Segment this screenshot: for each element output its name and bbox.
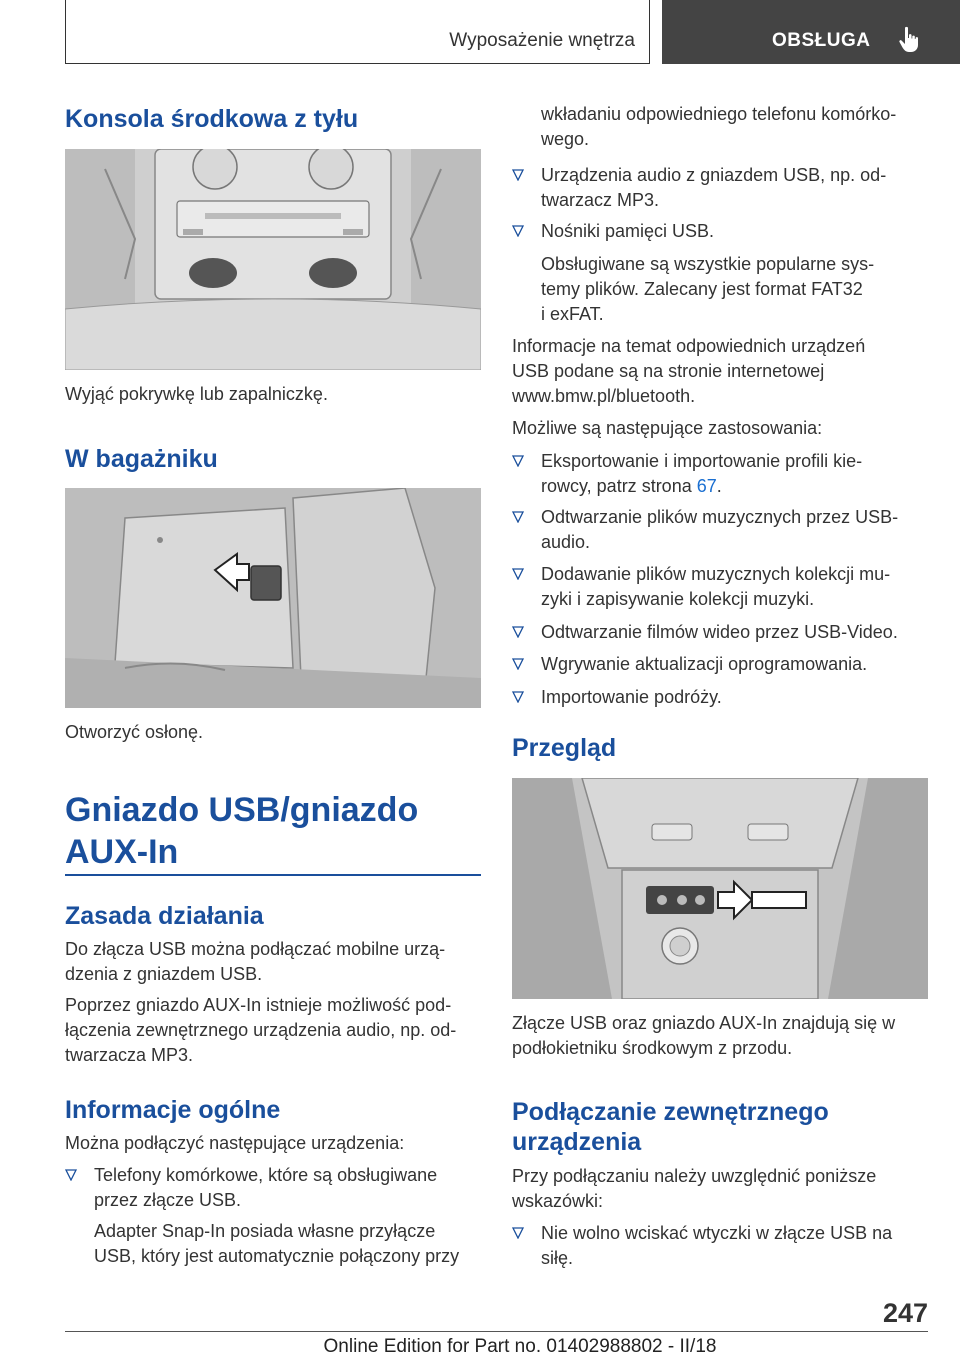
triangle-bullet-icon [512,225,524,237]
heading-rule [65,874,481,876]
triangle-bullet-icon [512,658,524,670]
phones-line2: przez złącze USB. [94,1190,242,1210]
export-line1: Eksportowanie i importowanie profili kie‐ [541,451,863,471]
storage-desc2: temy plików. Zalecany jest format FAT32 [541,279,863,299]
play-line1: Odtwarzanie plików muzycznych przez USB- [541,507,899,527]
triangle-bullet-icon [512,691,524,703]
cont-line1: wkładaniu odpowiedniego telefonu komórko‐ [541,104,897,124]
list-item [512,685,722,710]
triangle-bullet-icon [512,568,524,580]
triangle-bullet-icon [512,169,524,181]
update-line: Wgrywanie aktualizacji oprogramowania. [541,654,868,674]
heading-connect-line1: Podłączanie zewnętrznego [512,1098,829,1126]
list-item [512,620,898,645]
video-line: Odtwarzanie filmów wideo przez USB-Video. [541,622,898,642]
footer-rule [65,1331,928,1332]
list-item [512,505,898,555]
list-item [65,1163,437,1213]
info-line2: USB podane są na stronie internetowej [512,361,825,381]
info-line3: www.bmw.pl/bluetooth. [512,386,696,406]
heading-overview: Przegląd [512,734,617,762]
snapin-line2: USB, który jest automatycznie połączony przy [94,1246,460,1266]
list-item [512,562,890,612]
storage-desc1: Obsługiwane są wszystkie popularne sys‐ [541,254,875,274]
force-line2: siłę. [541,1248,574,1268]
triangle-bullet-icon [65,1169,77,1181]
aux-line1: Poprzez gniazdo AUX-In istnieje możliwość pod‐ [65,995,452,1015]
list-item [512,449,862,499]
principle-line2: dzenia z gniazdem USB. [65,964,263,984]
triangle-bullet-icon [512,511,524,523]
uses-intro: Możliwe są następujące zastosowania: [512,418,823,438]
heading-trunk: W bagażniku [65,445,218,473]
audio-line1: Urządzenia audio z gniazdem USB, np. od‐ [541,165,887,185]
page-link[interactable]: 67 [696,476,717,496]
cont-line2: wego. [541,129,590,149]
storage-desc3: i exFAT. [541,304,604,324]
section-title: Wyposażenie wnętrza [449,30,635,51]
chapter-tab[interactable] [662,0,960,64]
rear-console-image [65,149,481,370]
export-line2-text: rowcy, patrz strona [541,476,692,496]
header-box [65,0,650,64]
import-line: Importowanie podróży. [541,687,722,707]
triangle-bullet-icon [512,626,524,638]
list-item [512,1221,892,1271]
list-item [512,219,714,244]
heading-connect-line2: urządzenia [512,1128,642,1156]
audio-line2: twarzacz MP3. [541,190,660,210]
snapin-line1: Adapter Snap-In posiada własne przyłącze [94,1221,436,1241]
heading-rear-console: Konsola środkowa z tyłu [65,105,359,133]
connect-line1: Przy podłączaniu należy uwzględnić poniższe [512,1166,877,1186]
hand-pointer-icon [898,26,922,54]
general-intro: Można podłączyć następujące urządzenia: [65,1133,405,1153]
export-line2-end: . [716,476,722,496]
aux-line2: łączenia zewnętrznego urządzenia audio, np. od‐ [65,1020,457,1040]
aux-line3: twarzacza MP3. [65,1045,194,1065]
overview-line2: podłokietniku środkowym z przodu. [512,1038,793,1058]
trunk-image [65,488,481,708]
storage-line: Nośniki pamięci USB. [541,221,715,241]
collect-line1: Dodawanie plików muzycznych kolekcji mu‐ [541,564,891,584]
collect-line2: zyki i zapisywanie kolekcji muzyki. [541,589,815,609]
page-number: 247 [882,1298,928,1328]
force-line1: Nie wolno wciskać wtyczki w złącze USB na [541,1223,893,1243]
export-line2 [541,474,862,499]
heading-principle: Zasada działania [65,902,264,930]
heading-usb-line2: AUX-In [65,833,179,871]
list-item [512,652,867,677]
trunk-instruction: Otworzyć osłonę. [65,722,204,742]
console-instruction: Wyjąć pokrywkę lub zapalniczkę. [65,384,328,404]
overview-image [512,778,928,999]
connect-line2: wskazówki: [512,1191,604,1211]
list-item [512,163,886,213]
triangle-bullet-icon [512,455,524,467]
footer-edition: Online Edition for Part no. 01402988802 - II/18 [323,1336,717,1357]
phones-line1: Telefony komórkowe, które są obsługiwane [94,1165,438,1185]
principle-line1: Do złącza USB można podłączać mobilne urzą‐ [65,939,446,959]
heading-usb-line1: Gniazdo USB/gniazdo [65,791,419,829]
chapter-tab-label: OBSŁUGA [772,30,871,51]
triangle-bullet-icon [512,1227,524,1239]
play-line2: audio. [541,532,591,552]
info-line1: Informacje na temat odpowiednich urządzeń [512,336,866,356]
overview-line1: Złącze USB oraz gniazdo AUX-In znajdują się w [512,1013,896,1033]
heading-general: Informacje ogólne [65,1096,281,1124]
